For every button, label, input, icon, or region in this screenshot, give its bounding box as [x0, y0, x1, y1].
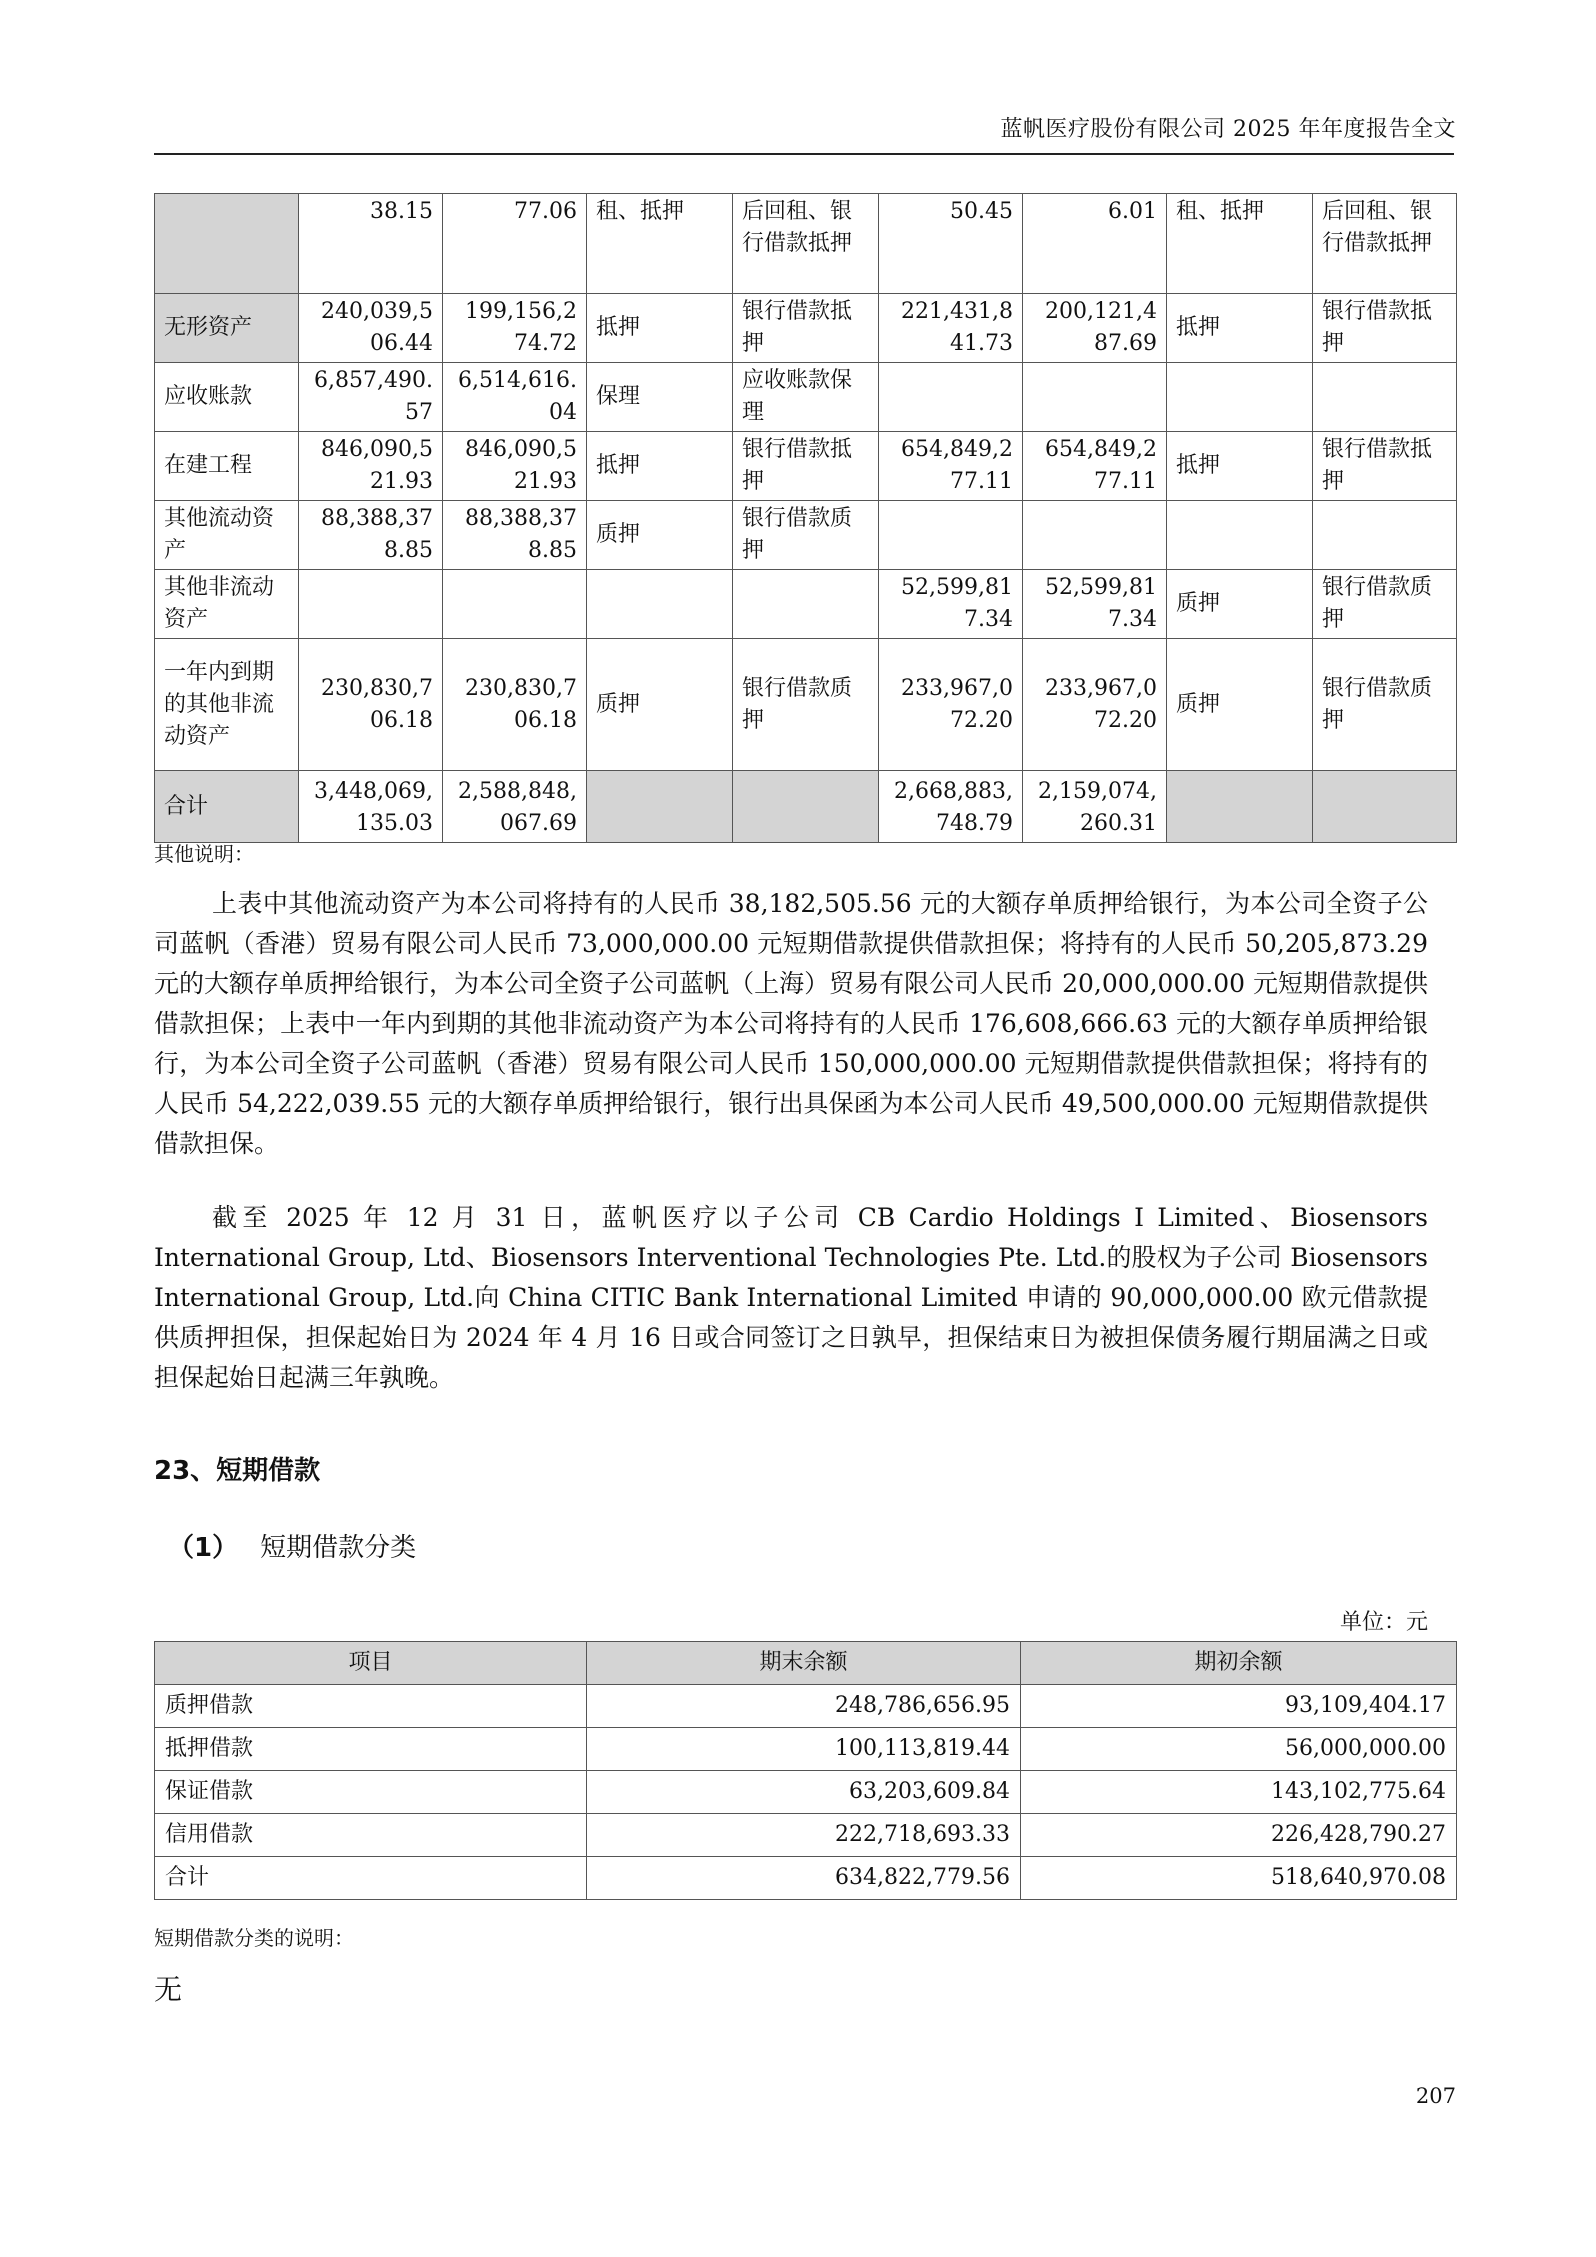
begin-book-value: 654,849,277.11 — [879, 432, 1023, 501]
table-row — [155, 432, 1457, 501]
begin-restriction-situation: 后回租、银行借款抵押 — [1313, 194, 1457, 294]
begin-restriction-situation: 银行借款抵押 — [1313, 294, 1457, 363]
short-term-loans-table — [154, 1641, 1457, 1900]
end-book-value: 88,388,378.85 — [299, 501, 443, 570]
notes-paragraph-1: 上表中其他流动资产为本公司将持有的人民币 38,182,505.56 元的大额存单质押给银行，为本公司全资子公司蓝帆（香港）贸易有限公司人民币 73,000,000.00 元短期借款提供借款担保；将持有的人民币 50,205,873.29 元的大额存单质押给银行，为本公司全资子公司蓝帆（上海）贸易有限公司人民币 20,000,000.00 元短期借款提供借款担保；上表中一年内到期的其他非流动资产为本公司将持有的人民币 176,608,666.63 元的大额存单质押给银行，为本公司全资子公司蓝帆（香港）贸易有限公司人民币 150,000,000.00 元短期借款提供借款担保；将持有的人民币 54,222,039.55 元的大额存单质押给银行，银行出具保函为本公司人民币 49,500,000.00 元短期借款提供借款担保。 — [154, 889, 1428, 1158]
row-label: 应收账款 — [155, 363, 299, 432]
row-label: 其他流动资产 — [155, 501, 299, 570]
row-label — [155, 194, 299, 294]
table-row — [155, 570, 1457, 639]
empty-cell — [1167, 771, 1313, 843]
table-row — [155, 1685, 1457, 1728]
end-book-value: 846,090,521.93 — [299, 432, 443, 501]
loan-note-text: 无 — [154, 1973, 183, 2006]
loan-item: 信用借款 — [155, 1814, 587, 1857]
loan-end-balance: 63,203,609.84 — [587, 1771, 1021, 1814]
total-begin-carrying-value: 2,159,074,260.31 — [1023, 771, 1167, 843]
table-row — [155, 294, 1457, 363]
column-header: 期初余额 — [1021, 1642, 1457, 1685]
loan-end-balance: 222,718,693.33 — [587, 1814, 1021, 1857]
end-restriction-type — [587, 570, 733, 639]
loan-item: 保证借款 — [155, 1771, 587, 1814]
end-restriction-situation: 银行借款质押 — [733, 639, 879, 771]
row-label: 其他非流动资产 — [155, 570, 299, 639]
end-restriction-situation: 银行借款质押 — [733, 501, 879, 570]
end-book-value: 6,857,490.57 — [299, 363, 443, 432]
end-restriction-situation: 银行借款抵押 — [733, 432, 879, 501]
column-header: 期末余额 — [587, 1642, 1021, 1685]
begin-restriction-situation: 银行借款抵押 — [1313, 432, 1457, 501]
begin-restriction-situation — [1313, 501, 1457, 570]
end-restriction-type: 抵押 — [587, 432, 733, 501]
begin-carrying-value: 654,849,277.11 — [1023, 432, 1167, 501]
page-number: 207 — [1415, 2084, 1456, 2108]
loan-note-label: 短期借款分类的说明： — [154, 1926, 354, 1950]
empty-cell — [733, 771, 879, 843]
loan-begin-balance: 518,640,970.08 — [1021, 1857, 1457, 1900]
table-row — [155, 1728, 1457, 1771]
end-book-value: 240,039,506.44 — [299, 294, 443, 363]
total-begin-book-value: 2,668,883,748.79 — [879, 771, 1023, 843]
begin-restriction-type — [1167, 363, 1313, 432]
sub-heading-title: 短期借款分类 — [260, 1533, 417, 1563]
end-carrying-value — [443, 570, 587, 639]
loan-end-balance: 100,113,819.44 — [587, 1728, 1021, 1771]
end-book-value: 230,830,706.18 — [299, 639, 443, 771]
end-restriction-situation: 后回租、银行借款抵押 — [733, 194, 879, 294]
total-row — [155, 771, 1457, 843]
end-book-value — [299, 570, 443, 639]
begin-restriction-type: 质押 — [1167, 570, 1313, 639]
begin-restriction-type: 抵押 — [1167, 294, 1313, 363]
loan-begin-balance: 143,102,775.64 — [1021, 1771, 1457, 1814]
begin-book-value: 221,431,841.73 — [879, 294, 1023, 363]
begin-carrying-value: 233,967,072.20 — [1023, 639, 1167, 771]
end-restriction-type: 质押 — [587, 639, 733, 771]
table-row — [155, 363, 1457, 432]
total-row — [155, 1857, 1457, 1900]
begin-restriction-type: 质押 — [1167, 639, 1313, 771]
table-row — [155, 501, 1457, 570]
end-carrying-value: 846,090,521.93 — [443, 432, 587, 501]
begin-book-value — [879, 501, 1023, 570]
begin-restriction-type: 抵押 — [1167, 432, 1313, 501]
total-end-book-value: 3,448,069,135.03 — [299, 771, 443, 843]
end-carrying-value: 6,514,616.04 — [443, 363, 587, 432]
begin-restriction-situation — [1313, 363, 1457, 432]
end-restriction-type: 租、抵押 — [587, 194, 733, 294]
loan-begin-balance: 226,428,790.27 — [1021, 1814, 1457, 1857]
begin-restriction-situation: 银行借款质押 — [1313, 639, 1457, 771]
loan-item: 合计 — [155, 1857, 587, 1900]
notes-paragraph-2: 截至 2025 年 12 月 31 日，蓝帆医疗以子公司 CB Cardio Holdings I Limited、Biosensors International Group, Ltd、Biosensors Interventional Technologies Pte. Ltd.的股权为子公司 Biosensors International Group, Ltd.向 China CITIC Bank International Limited 申请的 90,000,000.00 欧元借款提供质押担保，担保起始日为 2024 年 4 月 16 日或合同签订之日孰早，担保结束日为被担保债务履行期届满之日或担保起始日起满三年孰晚。 — [154, 1203, 1428, 1392]
begin-book-value: 52,599,817.34 — [879, 570, 1023, 639]
pledged-assets-table — [154, 193, 1457, 843]
table-row — [155, 1814, 1457, 1857]
end-carrying-value: 77.06 — [443, 194, 587, 294]
end-carrying-value: 230,830,706.18 — [443, 639, 587, 771]
loan-end-balance: 634,822,779.56 — [587, 1857, 1021, 1900]
empty-cell — [587, 771, 733, 843]
begin-carrying-value — [1023, 501, 1167, 570]
begin-carrying-value — [1023, 363, 1167, 432]
begin-carrying-value: 200,121,487.69 — [1023, 294, 1167, 363]
begin-book-value — [879, 363, 1023, 432]
end-restriction-type: 质押 — [587, 501, 733, 570]
row-label: 一年内到期的其他非流动资产 — [155, 639, 299, 771]
begin-restriction-type — [1167, 501, 1313, 570]
section-heading: 23、短期借款 — [154, 1456, 321, 1486]
empty-cell — [1313, 771, 1457, 843]
begin-restriction-situation: 银行借款质押 — [1313, 570, 1457, 639]
total-end-carrying-value: 2,588,848,067.69 — [443, 771, 587, 843]
loan-begin-balance: 93,109,404.17 — [1021, 1685, 1457, 1728]
table-row — [155, 639, 1457, 771]
end-restriction-situation — [733, 570, 879, 639]
begin-carrying-value: 52,599,817.34 — [1023, 570, 1167, 639]
loan-end-balance: 248,786,656.95 — [587, 1685, 1021, 1728]
loan-item: 质押借款 — [155, 1685, 587, 1728]
other-notes-label: 其他说明： — [154, 842, 254, 866]
table-header-row — [155, 1642, 1457, 1685]
end-restriction-situation: 应收账款保理 — [733, 363, 879, 432]
row-label: 在建工程 — [155, 432, 299, 501]
end-carrying-value: 88,388,378.85 — [443, 501, 587, 570]
loan-item: 抵押借款 — [155, 1728, 587, 1771]
end-restriction-type: 保理 — [587, 363, 733, 432]
end-restriction-type: 抵押 — [587, 294, 733, 363]
begin-carrying-value: 6.01 — [1023, 194, 1167, 294]
report-header-title: 蓝帆医疗股份有限公司 2025 年年度报告全文 — [1000, 117, 1456, 142]
begin-restriction-type: 租、抵押 — [1167, 194, 1313, 294]
loan-begin-balance: 56,000,000.00 — [1021, 1728, 1457, 1771]
begin-book-value: 233,967,072.20 — [879, 639, 1023, 771]
unit-label: 单位：元 — [1339, 1610, 1428, 1635]
table-row — [155, 1771, 1457, 1814]
sub-heading-number: （1） — [168, 1533, 239, 1563]
end-carrying-value: 199,156,274.72 — [443, 294, 587, 363]
end-book-value: 38.15 — [299, 194, 443, 294]
header-divider — [154, 153, 1454, 155]
row-label: 无形资产 — [155, 294, 299, 363]
sub-heading — [168, 1527, 416, 1564]
column-header: 项目 — [155, 1642, 587, 1685]
table-row — [155, 194, 1457, 294]
begin-book-value: 50.45 — [879, 194, 1023, 294]
total-label: 合计 — [155, 771, 299, 843]
end-restriction-situation: 银行借款抵押 — [733, 294, 879, 363]
